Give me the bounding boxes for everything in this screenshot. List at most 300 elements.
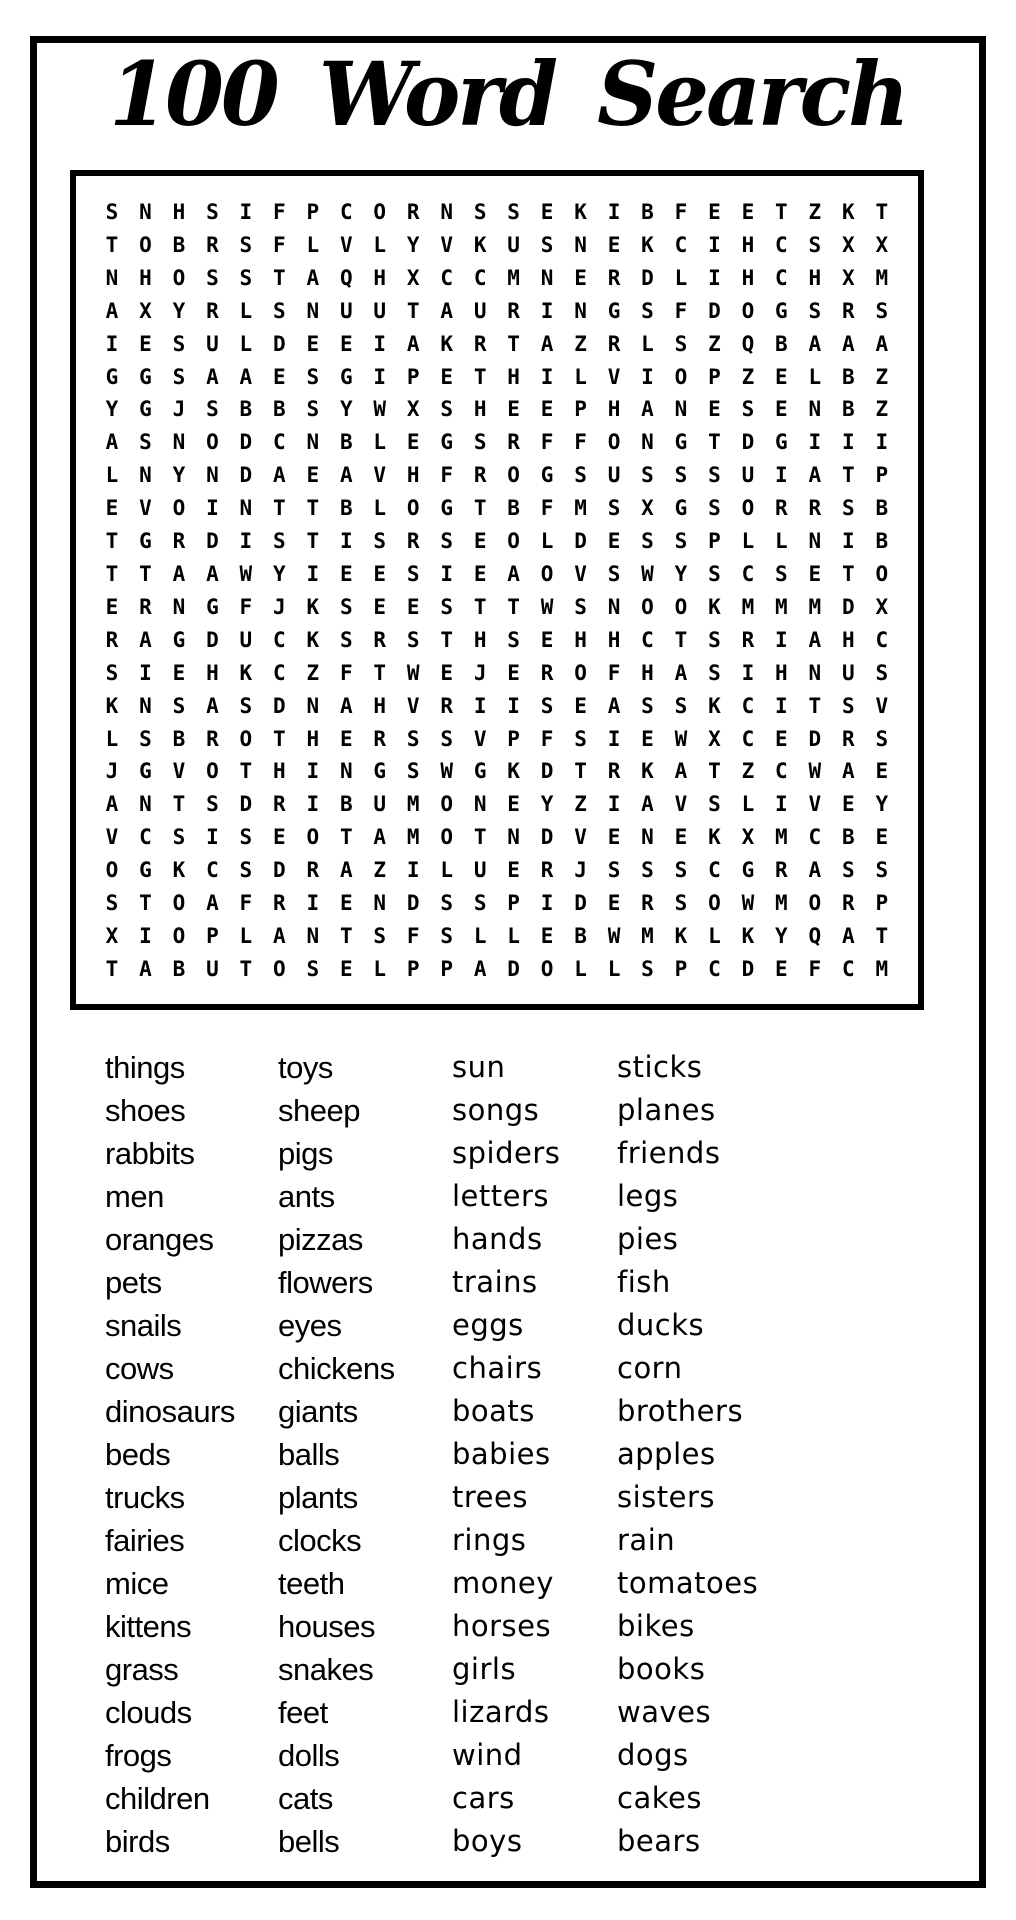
grid-letter: I [373,364,387,389]
grid-letter: C [273,627,286,652]
grid-letter: L [473,923,487,948]
grid-letter: S [808,232,822,257]
grid-letter: C [741,561,755,586]
grid-letter: O [172,496,186,521]
grid-letter: E [775,397,788,422]
grid-letter: E [339,956,353,981]
grid-letter: H [406,463,420,488]
grid-letter: R [808,496,822,521]
grid-letter: L [808,364,822,389]
grid-letter: O [540,956,554,981]
grid-letter: S [139,726,152,751]
grid-letter: C [841,956,855,981]
grid-letter: D [808,726,822,751]
grid-letter: K [574,200,587,224]
grid-letter: S [674,693,688,718]
grid-letter: V [875,693,889,718]
grid-letter: X [139,298,152,323]
grid-letter: H [641,660,654,685]
word-item: snakes [278,1652,374,1687]
grid-letter: T [273,265,286,290]
grid-letter: I [540,891,554,916]
word-item: sun [452,1050,506,1084]
grid-letter: A [105,430,119,455]
grid-letter: U [373,792,387,817]
grid-letter: A [306,265,320,290]
grid-letter: N [239,496,253,521]
word-item: fish [617,1265,671,1299]
grid-letter: A [139,627,152,652]
grid-letter: A [339,858,353,883]
grid-letter: C [674,232,688,257]
grid-letter: H [473,397,487,422]
grid-letter: A [641,397,654,422]
grid-letter: S [239,265,253,290]
grid-letter: L [641,331,654,356]
grid-letter: T [473,496,487,521]
grid-letter: R [105,627,119,652]
grid-letter: S [139,430,152,455]
grid-letter: D [273,858,286,883]
word-item: bikes [617,1609,695,1643]
word-item: boys [452,1824,523,1858]
grid-letter: A [607,693,621,718]
word-item: chickens [278,1351,395,1386]
grid-letter: E [607,529,621,554]
grid-letter: S [306,397,320,422]
grid-letter: S [172,693,186,718]
grid-letter: E [540,397,554,422]
grid-letter: G [674,496,688,521]
grid-letter: C [741,693,755,718]
word-item: oranges [105,1222,214,1257]
grid-letter: S [473,200,487,224]
grid-letter: G [139,529,152,554]
grid-letter: H [139,265,152,290]
grid-letter: C [741,726,755,751]
grid-letter: L [741,792,755,817]
word-item: feet [278,1695,328,1730]
grid-letter: A [841,759,855,784]
grid-row [104,794,890,815]
grid-letter: H [607,627,621,652]
grid-letter: B [841,397,855,422]
grid-letter: O [206,759,219,784]
grid-letter: L [708,923,721,948]
grid-letter: R [775,858,788,883]
grid-letter: L [574,364,587,389]
grid-letter: N [641,825,654,850]
grid-letter: I [607,792,621,817]
grid-letter: E [273,825,286,850]
grid-letter: T [574,759,587,784]
grid-letter: R [841,726,855,751]
grid-letter: T [808,693,822,718]
grid-letter: S [607,858,621,883]
grid-letter: A [473,956,487,981]
word-item: hands [452,1222,543,1256]
grid-letter: E [574,693,587,718]
word-item: trains [452,1265,538,1299]
grid-letter: S [841,693,855,718]
word-item: apples [617,1437,716,1471]
word-item: eggs [452,1308,524,1342]
grid-letter: R [607,759,621,784]
grid-letter: T [239,956,253,981]
grid-letter: S [239,858,253,883]
grid-letter: H [473,627,487,652]
grid-row [104,465,890,486]
grid-letter: C [875,627,889,652]
grid-letter: S [105,660,119,685]
grid-letter: B [507,496,520,521]
grid-letter: R [607,265,621,290]
grid-letter: E [306,463,320,488]
grid-letter: E [607,891,621,916]
grid-letter: C [440,265,454,290]
grid-row [104,660,890,685]
grid-letter: E [440,364,454,389]
word-item: children [105,1781,210,1816]
grid-letter: C [206,858,219,883]
word-item: pigs [278,1136,333,1171]
grid-letter: H [841,627,855,652]
grid-letter: L [306,232,320,257]
grid-letter: F [674,200,688,224]
grid-letter: S [574,463,587,488]
grid-letter: E [373,561,387,586]
grid-letter: S [273,529,286,554]
word-item: teeth [278,1566,345,1601]
grid-letter: W [540,594,554,619]
grid-letter: S [708,660,721,685]
grid-letter: O [172,923,186,948]
grid-letter: V [674,792,688,817]
word-item: birds [105,1824,170,1859]
grid-letter: T [841,561,855,586]
grid-letter: N [808,397,822,422]
grid-letter: D [206,627,219,652]
grid-letter: U [239,627,253,652]
grid-letter: D [741,956,755,981]
grid-letter: D [273,331,286,356]
grid-row [104,956,890,981]
grid-letter: Y [172,463,186,488]
word-item: pies [617,1222,679,1256]
word-item: cars [452,1781,515,1815]
word-item: sticks [617,1050,703,1084]
word-item: tomatoes [617,1566,759,1600]
grid-letter: N [574,298,587,323]
grid-letter: N [808,529,822,554]
grid-letter: F [540,496,554,521]
grid-row [104,232,890,257]
grid-letter: T [841,463,855,488]
grid-letter: Q [808,923,822,948]
grid-row [104,726,890,751]
grid-letter: D [641,265,654,290]
grid-letter: S [574,594,587,619]
grid-letter: S [172,331,186,356]
grid-letter: G [674,430,688,455]
grid-letter: R [540,858,554,883]
grid-letter: I [607,200,621,224]
grid-letter: D [206,529,219,554]
grid-letter: G [172,627,186,652]
grid-letter: S [440,397,454,422]
word-item: rabbits [105,1136,195,1171]
grid-letter: C [473,265,487,290]
grid-letter: S [708,496,721,521]
word-column [452,1046,617,1863]
grid-letter: R [641,891,654,916]
grid-letter: R [306,858,320,883]
grid-letter: V [440,232,454,257]
grid-letter: G [139,397,152,422]
grid-letter: F [406,923,420,948]
grid-letter: V [339,232,353,257]
grid-letter: G [607,298,621,323]
grid-letter: O [306,825,320,850]
grid-letter: B [339,496,353,521]
word-item: houses [278,1609,375,1644]
grid-letter: D [507,956,520,981]
grid-letter: I [507,693,520,718]
grid-letter: Y [406,232,420,257]
grid-letter: S [373,923,387,948]
grid-letter: W [239,561,253,586]
grid-letter: S [641,463,654,488]
grid-letter: N [574,232,587,257]
grid-letter: U [473,298,487,323]
grid-letter: M [574,496,587,521]
grid-letter: R [841,891,855,916]
grid-letter: O [875,561,889,586]
grid-letter: T [105,956,119,981]
grid-letter: I [373,331,387,356]
grid-letter: E [406,594,420,619]
grid-letter: B [339,792,353,817]
grid-letter: S [306,956,320,981]
grid-letter: F [239,891,253,916]
grid-letter: U [206,956,219,981]
grid-letter: I [808,430,822,455]
grid-letter: E [406,430,420,455]
grid-letter: H [206,660,219,685]
grid-letter: K [641,232,654,257]
grid-letter: N [507,825,520,850]
grid-letter: W [808,759,822,784]
grid-letter: B [641,200,654,224]
grid-letter: T [674,627,688,652]
word-item: clocks [278,1523,362,1558]
grid-letter: S [875,298,889,323]
grid-letter: O [440,825,454,850]
grid-letter: K [741,923,755,948]
grid-letter: E [875,825,889,850]
grid-letter: Y [674,561,688,586]
grid-letter: M [406,792,420,817]
grid-letter: A [206,561,219,586]
grid-letter: I [406,858,420,883]
grid-letter: E [339,726,353,751]
grid-letter: N [139,693,152,718]
grid-letter: W [440,759,454,784]
grid-letter: C [273,660,286,685]
grid-letter: G [139,858,152,883]
grid-letter: A [674,660,688,685]
grid-letter: I [306,561,320,586]
grid-letter: N [373,891,387,916]
grid-letter: K [239,660,253,685]
grid-letter: S [674,331,688,356]
grid-letter: I [540,298,554,323]
grid-letter: R [507,298,520,323]
grid-letter: L [373,956,387,981]
grid-letter: S [440,891,454,916]
grid-letter: D [708,298,721,323]
grid-letter: I [139,660,152,685]
grid-row [104,923,890,948]
grid-letter: A [808,463,822,488]
grid-letter: K [306,594,320,619]
grid-letter: D [540,825,554,850]
grid-letter: H [775,660,788,685]
grid-letter: F [574,430,587,455]
grid-letter: O [674,364,688,389]
grid-letter: O [741,496,755,521]
grid-letter: O [674,594,688,619]
grid-letter: L [741,529,755,554]
grid-letter: Y [172,298,186,323]
grid-letter: F [440,463,454,488]
grid-letter: E [875,759,889,784]
word-item: lizards [452,1695,550,1729]
grid-letter: T [239,759,253,784]
grid-letter: O [172,891,186,916]
grid-letter: S [440,923,454,948]
grid-letter: O [273,956,286,981]
grid-letter: Z [373,858,387,883]
grid-letter: C [775,265,788,290]
grid-letter: N [339,759,353,784]
grid-letter: R [206,726,219,751]
grid-letter: M [875,956,889,981]
grid-letter: T [339,825,353,850]
grid-letter: G [440,496,454,521]
word-item: snails [105,1308,182,1343]
grid-letter: R [440,693,454,718]
grid-letter: G [775,430,788,455]
grid-letter: K [440,331,454,356]
grid-letter: L [373,430,387,455]
word-item: rings [452,1523,527,1557]
grid-letter: R [206,232,219,257]
grid-letter: S [339,594,353,619]
grid-letter: S [574,726,587,751]
word-item: dogs [617,1738,689,1772]
grid-letter: L [574,956,587,981]
grid-letter: E [775,726,788,751]
grid-letter: U [206,331,219,356]
grid-letter: V [406,693,420,718]
word-item: cats [278,1781,333,1816]
grid-letter: X [875,594,889,619]
grid-letter: T [708,759,721,784]
grid-letter: I [339,529,353,554]
grid-letter: O [708,891,721,916]
word-item: corn [617,1351,683,1385]
grid-letter: A [841,923,855,948]
grid-letter: L [373,232,387,257]
grid-letter: C [708,858,721,883]
grid-letter: S [406,726,420,751]
grid-letter: E [808,561,822,586]
grid-letter: E [105,496,119,521]
word-item: trees [452,1480,528,1514]
grid-row [104,298,890,323]
word-item: bells [278,1824,340,1859]
grid-letter: O [172,265,186,290]
grid-letter: K [105,693,119,718]
grid-letter: A [406,331,420,356]
grid-letter: F [540,726,554,751]
grid-letter: S [641,956,654,981]
grid-letter: H [273,759,286,784]
grid-letter: M [641,923,654,948]
grid-letter: Q [339,265,353,290]
grid-row [104,265,890,290]
grid-letter: T [440,627,454,652]
grid-letter: F [808,956,822,981]
grid-letter: H [507,364,520,389]
grid-letter: K [473,232,487,257]
grid-letter: Y [105,397,119,422]
grid-letter: I [841,430,855,455]
word-item: dinosaurs [105,1394,235,1429]
grid-letter: K [708,825,721,850]
grid-letter: I [641,364,654,389]
grid-letter: A [875,331,889,356]
grid-letter: I [775,792,788,817]
word-item: trucks [105,1480,185,1515]
grid-letter: U [473,858,487,883]
word-item: beds [105,1437,171,1472]
grid-letter: M [875,265,889,290]
grid-letter: H [574,627,587,652]
grid-letter: O [808,891,822,916]
grid-letter: F [540,430,554,455]
grid-row [104,399,890,420]
grid-letter: T [339,923,353,948]
grid-letter: J [473,660,487,685]
grid-letter: E [507,660,520,685]
grid-letter: K [841,200,855,224]
grid-letter: T [875,200,889,224]
grid-letter: S [540,693,554,718]
grid-letter: O [406,496,420,521]
grid-letter: G [473,759,487,784]
grid-letter: S [406,561,420,586]
grid-letter: I [607,726,621,751]
grid-letter: N [105,265,119,290]
grid-letter: W [607,923,621,948]
grid-letter: S [239,825,253,850]
grid-letter: R [406,529,420,554]
grid-letter: E [105,594,119,619]
grid-letter: T [139,561,152,586]
grid-letter: S [239,232,253,257]
